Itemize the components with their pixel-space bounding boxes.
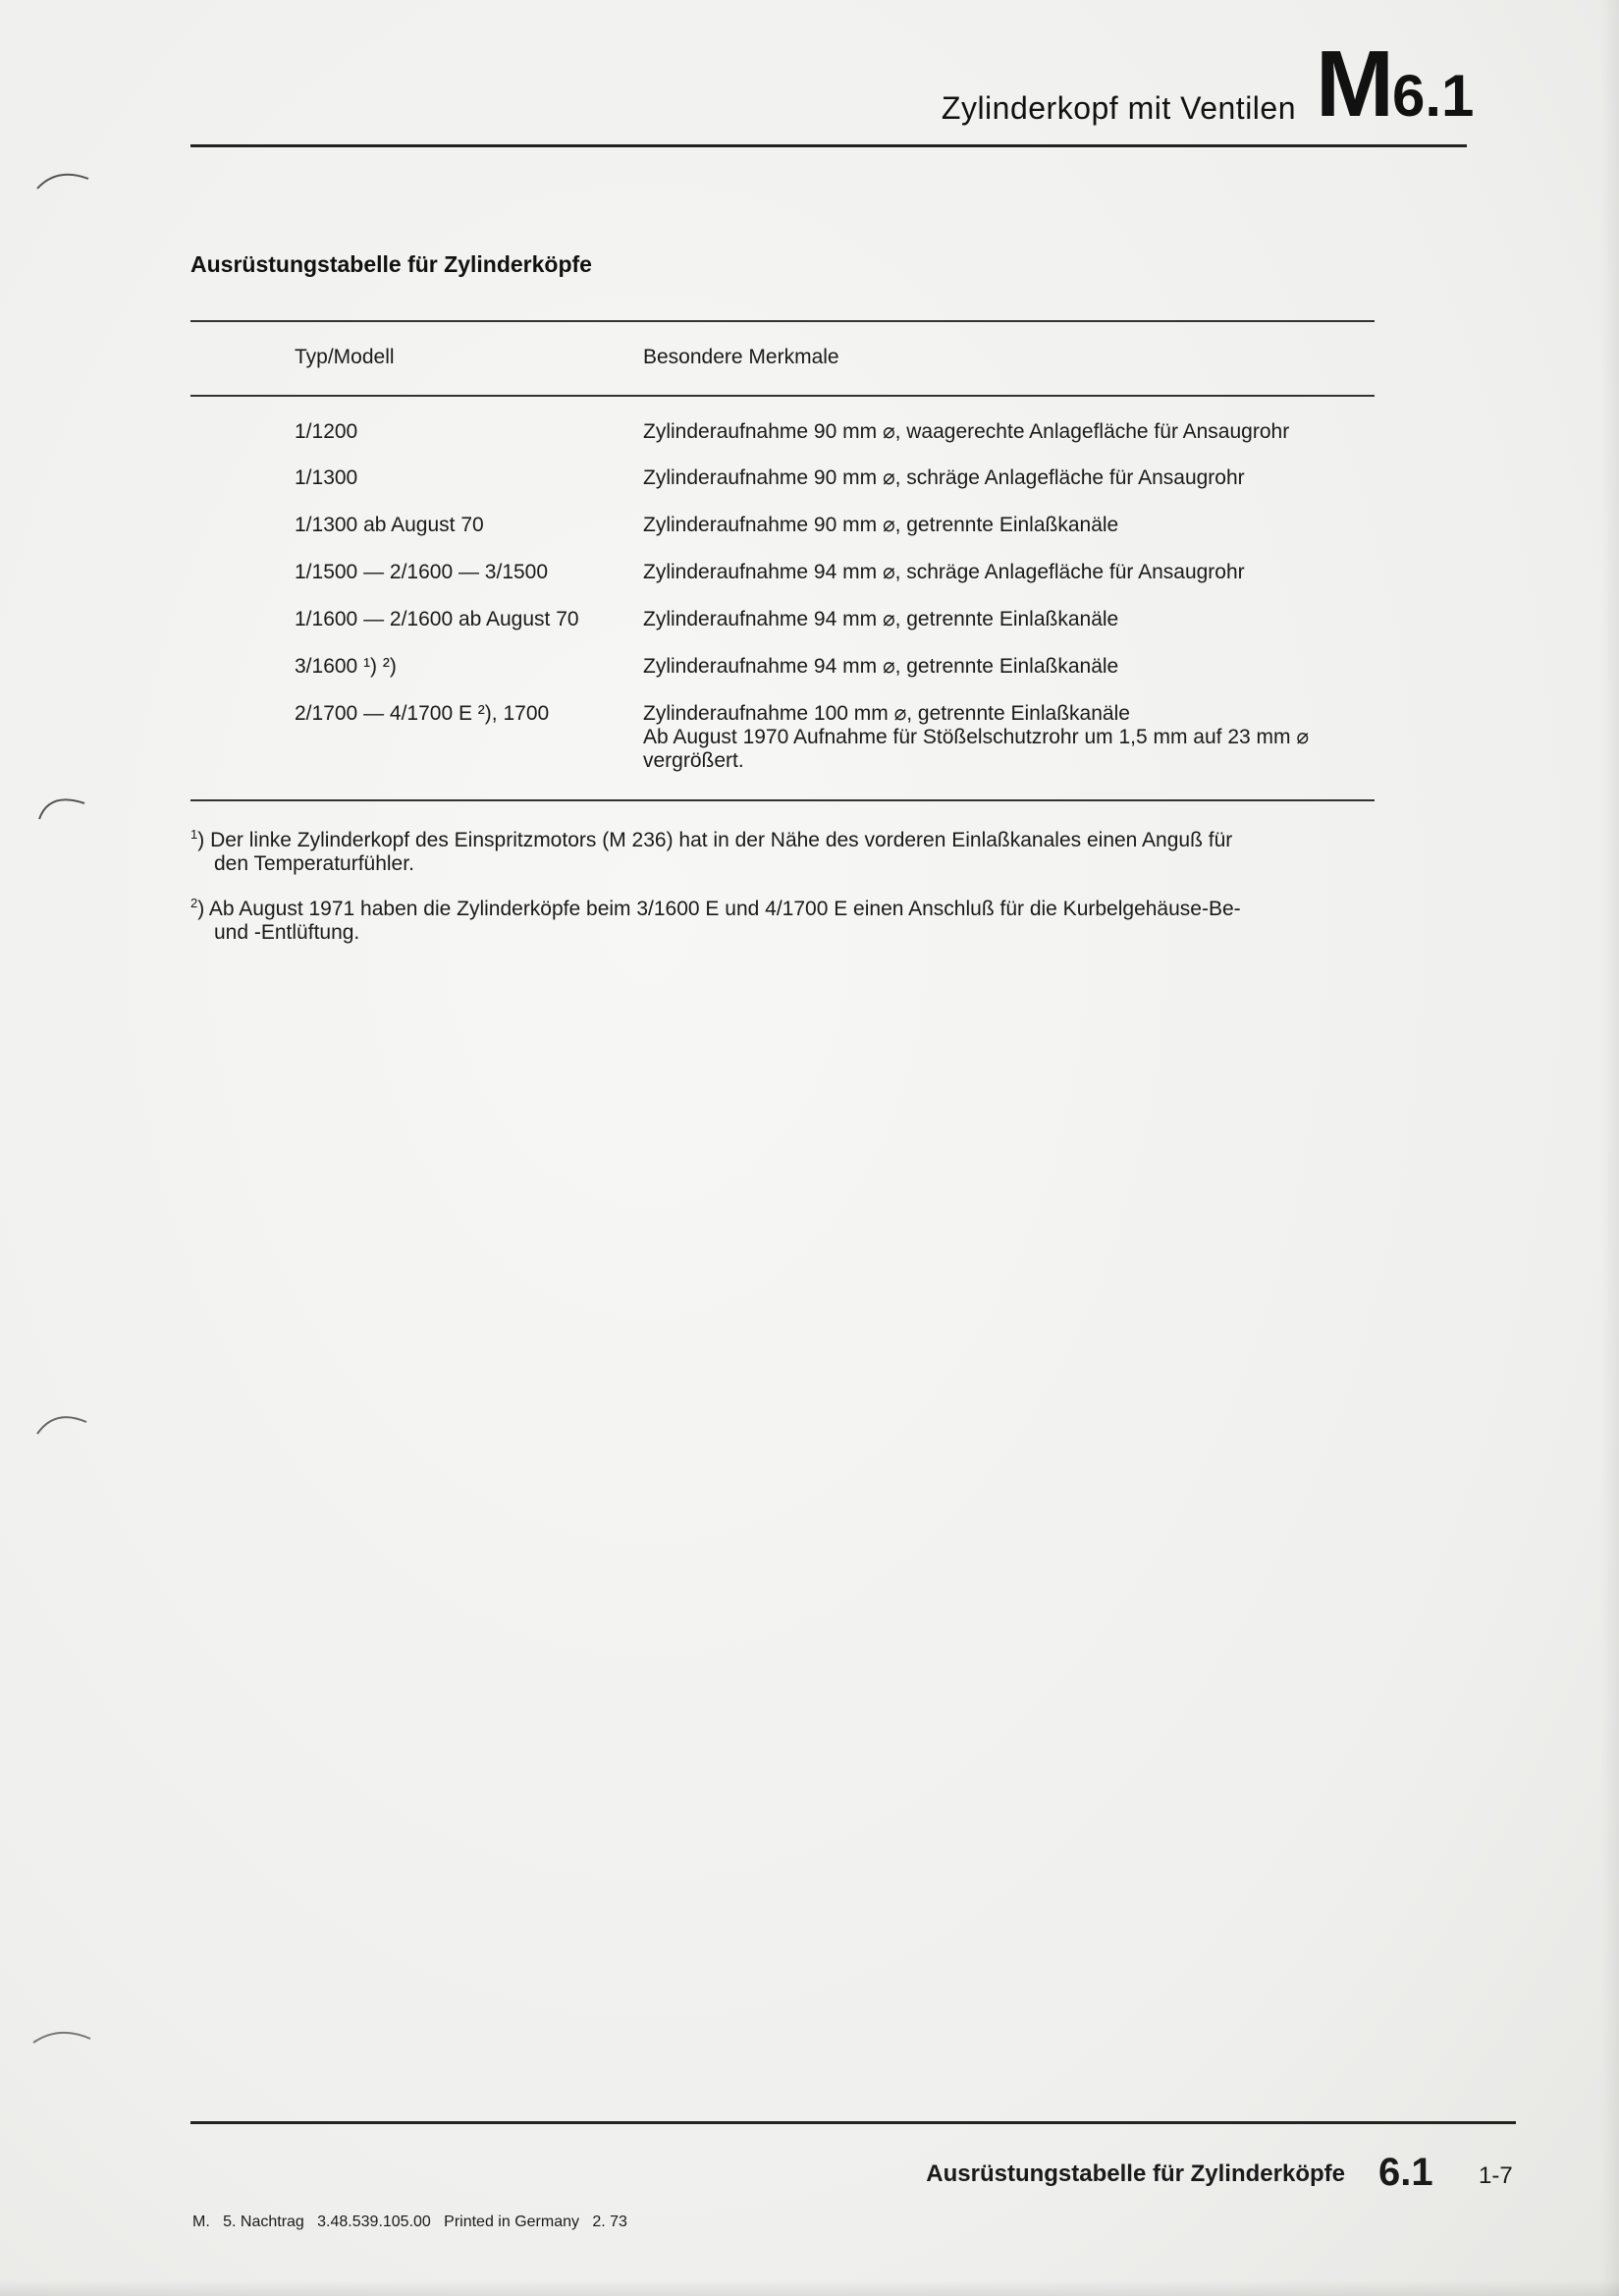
header-rule: [190, 144, 1467, 147]
scan-edge-bottom: [0, 2280, 1619, 2296]
table-cell-typ: 1/1200: [295, 420, 358, 443]
table-top-rule: [190, 320, 1375, 322]
chapter-code-number: 6.1: [1391, 63, 1475, 129]
footnote-text-line2: den Temperaturfühler.: [214, 852, 414, 875]
footnote-text: Der linke Zylinderkopf des Einspritzmotors (M 236) hat in der Nähe des vorderen Einlaßkanales einen Anguß für: [210, 829, 1233, 851]
footer-chapter-code: 6.1: [1378, 2151, 1433, 2194]
footer-rule: [190, 2121, 1516, 2124]
table-header-rule: [190, 395, 1375, 397]
footnote-text-line2: und -Entlüftung.: [214, 921, 360, 944]
table-cell-merkmal-block: [643, 702, 1389, 773]
table-cell-typ: 2/1700 — 4/1700 E ²), 1700: [295, 702, 550, 725]
punch-hole-mark: [29, 2013, 98, 2052]
page-number: 1-7: [1479, 2162, 1513, 2189]
punch-hole-mark: [29, 1400, 98, 1440]
table-cell-typ: 1/1500 — 2/1600 — 3/1500: [295, 561, 549, 583]
chapter-code-letter: M: [1316, 31, 1392, 137]
table-cell-merkmal: Zylinderaufnahme 94 mm ⌀, getrennte Einlaßkanäle: [643, 608, 1119, 630]
table-cell-typ: 1/1300 ab August 70: [295, 514, 484, 536]
punch-hole-mark: [29, 159, 98, 198]
section-title: Ausrüstungstabelle für Zylinderköpfe: [190, 251, 592, 277]
table-cell-merkmal: Zylinderaufnahme 90 mm ⌀, schräge Anlagefläche für Ansaugrohr: [643, 466, 1245, 489]
footnote-text: Ab August 1971 haben die Zylinderköpfe beim 3/1600 E und 4/1700 E einen Anschluß für die Kurbelgehäuse-Be-: [208, 898, 1241, 920]
table-cell-merkmal: Zylinderaufnahme 100 mm ⌀, getrennte Einlaßkanäle: [643, 702, 1130, 725]
table-cell-typ: 3/1600 ¹) ²): [295, 655, 397, 678]
page-header-title: Zylinderkopf mit Ventilen: [941, 90, 1296, 126]
scan-edge-right: [1601, 0, 1619, 2296]
print-info: M. 5. Nachtrag 3.48.539.105.00 Printed in Germany 2. 73: [192, 2214, 627, 2230]
table-header-typ: Typ/Modell: [295, 346, 395, 368]
table-cell-merkmal-line2: Ab August 1970 Aufnahme für Stößelschutzrohr um 1,5 mm auf 23 mm ⌀: [643, 726, 1309, 748]
table-cell-merkmal: Zylinderaufnahme 94 mm ⌀, getrennte Einlaßkanäle: [643, 655, 1119, 678]
table-cell-merkmal: Zylinderaufnahme 90 mm ⌀, waagerechte Anlagefläche für Ansaugrohr: [643, 420, 1290, 443]
table-cell-merkmal: Zylinderaufnahme 94 mm ⌀, schräge Anlagefläche für Ansaugrohr: [643, 561, 1245, 583]
footnote-1: $^1$) Der linke Zylinderkopf des Einspritzmotors (M 236) hat in der Nähe des vorderen Einlaßkanales einen Anguß für den Temperaturfühler.: [190, 827, 1233, 875]
footer-title: Ausrüstungstabelle für Zylinderköpfe: [926, 2160, 1345, 2187]
table-cell-merkmal: Zylinderaufnahme 90 mm ⌀, getrennte Einlaßkanäle: [643, 514, 1119, 536]
chapter-code: [1316, 31, 1475, 137]
table-header-merkmale: Besondere Merkmale: [643, 346, 839, 368]
footnote-2: $^2$) Ab August 1971 haben die Zylinderköpfe beim 3/1600 E und 4/1700 E einen Anschluß für die Kurbelgehäuse-Be- und -Entlüftung.: [190, 896, 1241, 944]
footnote-mark: 1: [190, 827, 198, 842]
table-bottom-rule: [190, 799, 1375, 801]
table-cell-typ: 1/1300: [295, 466, 358, 489]
table-cell-typ: 1/1600 — 2/1600 ab August 70: [295, 608, 579, 630]
punch-hole-mark: [29, 782, 98, 821]
footnote-mark: 2: [190, 896, 198, 910]
table-cell-merkmal-line3: vergrößert.: [643, 749, 744, 772]
